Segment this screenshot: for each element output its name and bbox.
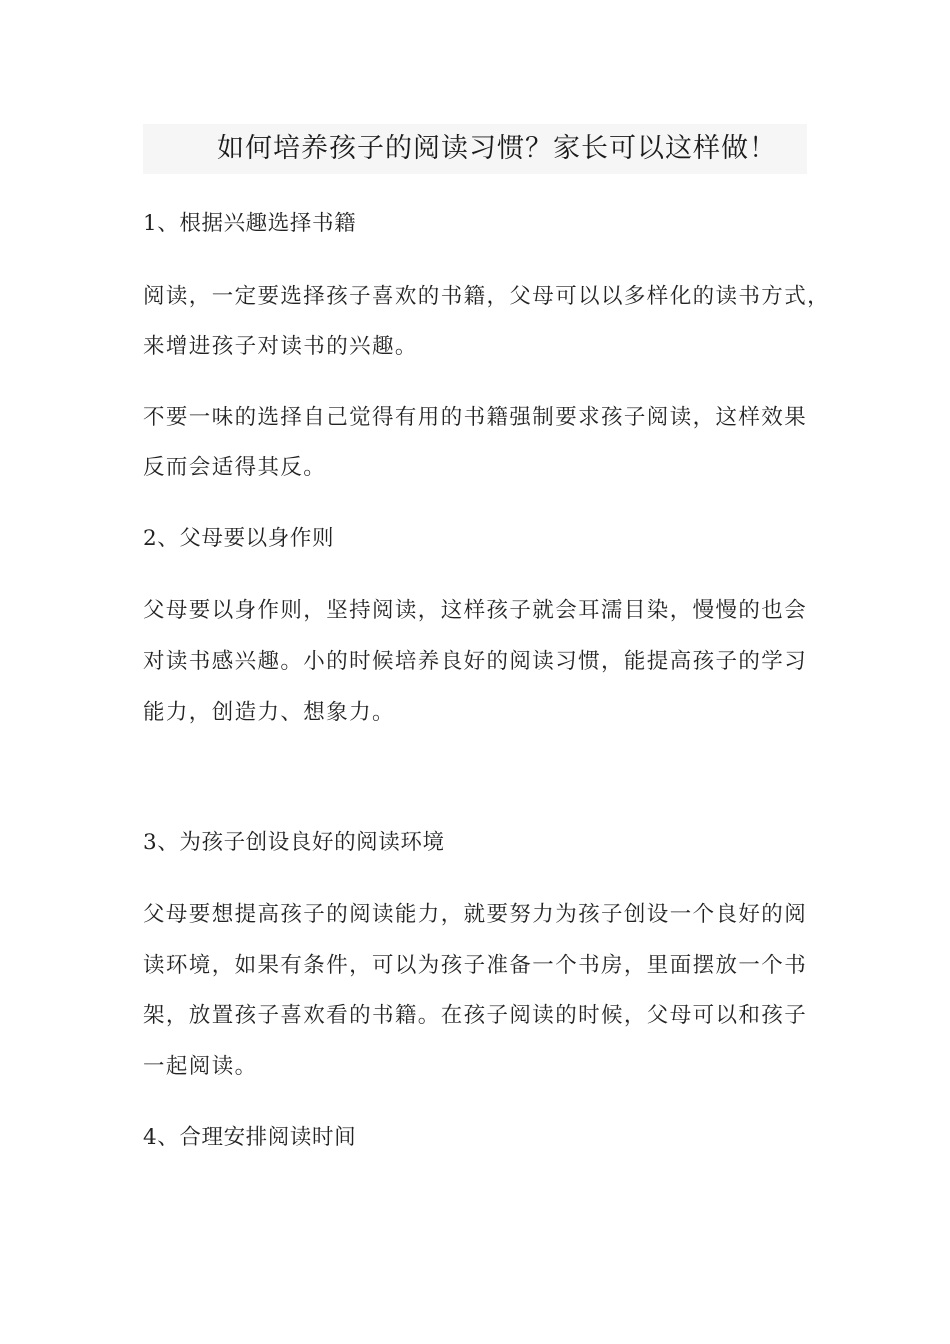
paragraph-line: 能力，创造力、想象力。 — [143, 700, 395, 725]
paragraph-line: 对读书感兴趣。小的时候培养良好的阅读习惯，能提高孩子的学习 — [143, 649, 808, 674]
section-heading-4: 4、合理安排阅读时间 — [143, 1125, 357, 1150]
paragraph-line: 父母要想提高孩子的阅读能力，就要努力为孩子创设一个良好的阅 — [143, 902, 808, 927]
paragraph-line: 阅读，一定要选择孩子喜欢的书籍，父母可以以多样化的读书方式， — [143, 284, 831, 309]
paragraph-line: 来增进孩子对读书的兴趣。 — [143, 334, 418, 359]
section-heading-3: 3、为孩子创设良好的阅读环境 — [143, 830, 445, 855]
paragraph-line: 父母要以身作则，坚持阅读，这样孩子就会耳濡目染，慢慢的也会 — [143, 598, 808, 623]
paragraph-line: 读环境，如果有条件，可以为孩子准备一个书房，里面摆放一个书 — [143, 953, 808, 978]
paragraph-line: 架，放置孩子喜欢看的书籍。在孩子阅读的时候，父母可以和孩子 — [143, 1003, 808, 1028]
paragraph-line: 一起阅读。 — [143, 1054, 258, 1079]
section-heading-2: 2、父母要以身作则 — [143, 526, 335, 551]
title-banner — [143, 124, 807, 174]
paragraph-line: 不要一味的选择自己觉得有用的书籍强制要求孩子阅读，这样效果 — [143, 405, 808, 430]
page-title: 如何培养孩子的阅读习惯？家长可以这样做！ — [217, 133, 777, 164]
paragraph-line: 反而会适得其反。 — [143, 455, 327, 480]
section-heading-1: 1、根据兴趣选择书籍 — [143, 211, 357, 236]
